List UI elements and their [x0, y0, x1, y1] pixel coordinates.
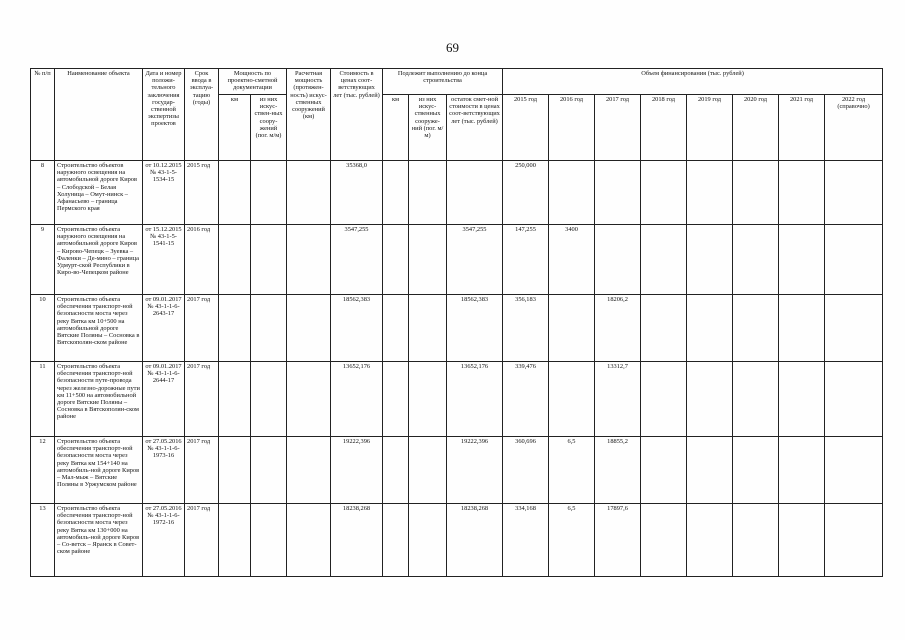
financing-2021: [779, 161, 825, 225]
header-name: Наименование объекта: [55, 69, 143, 161]
row-number: 11: [31, 362, 55, 437]
calc-capacity: [287, 437, 331, 504]
cost-value: 18238,268: [331, 504, 383, 577]
financing-2019: [687, 504, 733, 577]
commission-term: 2017 год: [185, 295, 219, 362]
design-km: [219, 295, 251, 362]
tc-km: [383, 161, 409, 225]
cost-value: 19222,396: [331, 437, 383, 504]
financing-2016: [549, 362, 595, 437]
calc-capacity: [287, 225, 331, 295]
header-design-artificial: из них искус-ствен-ных соору-жений (пог. м/м): [251, 95, 287, 161]
financing-2019: [687, 362, 733, 437]
financing-2016: 3400: [549, 225, 595, 295]
financing-2022: [825, 362, 883, 437]
commission-term: 2015 год: [185, 161, 219, 225]
financing-2015: 334,168: [503, 504, 549, 577]
design-artificial: [251, 362, 287, 437]
header-year-2018: 2018 год: [641, 95, 687, 161]
design-artificial: [251, 504, 287, 577]
financing-2020: [733, 225, 779, 295]
financing-2021: [779, 225, 825, 295]
financing-2018: [641, 161, 687, 225]
financing-2016: [549, 161, 595, 225]
financing-2021: [779, 362, 825, 437]
financing-2017: 13312,7: [595, 362, 641, 437]
tc-artificial: [409, 225, 447, 295]
financing-2017: [595, 161, 641, 225]
object-name: Строительство объекта обеспечения транспорт-ной безопасности путе-провода через железно-дорожные пути км 11+500 на автомобильной дороге Вятские Поляны – Сосновка в Вятскополян-ском районе: [55, 362, 143, 437]
design-artificial: [251, 161, 287, 225]
financing-2015: 356,183: [503, 295, 549, 362]
expertise-conclusion: от 27.05.2016 № 43-1-1-6-1973-16: [143, 437, 185, 504]
tc-artificial: [409, 295, 447, 362]
object-name: Строительство объекта наружного освещения на автомобильной дороге Киров – Кирово-Чепецк – Зуевка – Фаленки – Де-мино – граница Удмурт-ской Республики в Киро-во-Чепецком районе: [55, 225, 143, 295]
commission-term: 2017 год: [185, 437, 219, 504]
table-row: [31, 437, 883, 504]
design-km: [219, 437, 251, 504]
financing-2018: [641, 437, 687, 504]
financing-2019: [687, 295, 733, 362]
header-term: Срок ввода в эксплуа-тацию (годы): [185, 69, 219, 161]
financing-2020: [733, 161, 779, 225]
tc-km: [383, 504, 409, 577]
financing-2015: 360,696: [503, 437, 549, 504]
financing-2017: 18206,2: [595, 295, 641, 362]
expertise-conclusion: от 10.12.2015 № 43-1-5-1534-15: [143, 161, 185, 225]
table-body: [31, 161, 883, 577]
header-design-capacity: Мощность по проектно-сметной документации: [219, 69, 287, 95]
financing-2018: [641, 362, 687, 437]
financing-2016: 6,5: [549, 504, 595, 577]
tc-km: [383, 362, 409, 437]
design-km: [219, 504, 251, 577]
financing-2019: [687, 161, 733, 225]
remaining-cost: 19222,396: [447, 437, 503, 504]
financing-2018: [641, 295, 687, 362]
row-number: 9: [31, 225, 55, 295]
financing-2015: 250,000: [503, 161, 549, 225]
financing-2017: 17897,6: [595, 504, 641, 577]
financing-2016: [549, 295, 595, 362]
expertise-conclusion: от 27.05.2016 № 43-1-1-6-1972-16: [143, 504, 185, 577]
header-expertise: Дата и номер положи-тельного заключения государ-ственной экспертизы проектов: [143, 69, 185, 161]
object-name: Строительство объекта обеспечения транспорт-ной безопасности моста через реку Вятка км 130+000 на автомобиль-ной дороге Киров – Со-ветск – Яранск в Совет-ском районе: [55, 504, 143, 577]
financing-2020: [733, 504, 779, 577]
design-artificial: [251, 295, 287, 362]
cost-value: 18562,383: [331, 295, 383, 362]
header-calc-capacity: Расчетная мощность (протяжен-ность) искус-ственных сооружений (км): [287, 69, 331, 161]
financing-2022: [825, 504, 883, 577]
design-km: [219, 362, 251, 437]
financing-2020: [733, 437, 779, 504]
remaining-cost: [447, 161, 503, 225]
table-row: [31, 161, 883, 225]
header-tc-remaining: остаток смет-ной стоимости в ценах соот-ветствующих лет (тыс. рублей): [447, 95, 503, 161]
design-km: [219, 225, 251, 295]
financing-table: [30, 68, 883, 577]
financing-2015: 147,255: [503, 225, 549, 295]
financing-2017: 18855,2: [595, 437, 641, 504]
financing-2022: [825, 161, 883, 225]
table-row: [31, 295, 883, 362]
financing-2021: [779, 504, 825, 577]
remaining-cost: 18562,383: [447, 295, 503, 362]
commission-term: 2016 год: [185, 225, 219, 295]
header-year-2019: 2019 год: [687, 95, 733, 161]
header-year-2017: 2017 год: [595, 95, 641, 161]
row-number: 10: [31, 295, 55, 362]
tc-artificial: [409, 362, 447, 437]
financing-2019: [687, 225, 733, 295]
cost-value: 35368,0: [331, 161, 383, 225]
object-name: Строительство объекта обеспечения транспорт-ной безопасности моста через реку Вятка км 10+500 на автомобильной дороге Вятские Поляны – Сосновка в Вятскополян-ском районе: [55, 295, 143, 362]
table-row: [31, 225, 883, 295]
financing-2021: [779, 295, 825, 362]
header-year-2016: 2016 год: [549, 95, 595, 161]
header-no: № п/п: [31, 69, 55, 161]
remaining-cost: 3547,255: [447, 225, 503, 295]
header-year-2020: 2020 год: [733, 95, 779, 161]
financing-2022: [825, 225, 883, 295]
calc-capacity: [287, 362, 331, 437]
tc-artificial: [409, 504, 447, 577]
design-artificial: [251, 225, 287, 295]
header-year-2015: 2015 год: [503, 95, 549, 161]
header-financing: Объем финансирования (тыс. рублей): [503, 69, 883, 95]
expertise-conclusion: от 15.12.2015 № 43-1-5-1541-15: [143, 225, 185, 295]
financing-2022: [825, 295, 883, 362]
object-name: Строительство объектов наружного освещения на автомобильной дороге Киров – Слободской – Белая Холуница – Омут-нинск – Афанасьево – граница Пермского края: [55, 161, 143, 225]
table-row: [31, 362, 883, 437]
calc-capacity: [287, 295, 331, 362]
financing-2018: [641, 504, 687, 577]
remaining-cost: 18238,268: [447, 504, 503, 577]
page-number: 69: [446, 40, 459, 55]
financing-2017: [595, 225, 641, 295]
row-number: 12: [31, 437, 55, 504]
row-number: 13: [31, 504, 55, 577]
cost-value: 3547,255: [331, 225, 383, 295]
header-year-2021: 2021 год: [779, 95, 825, 161]
financing-2018: [641, 225, 687, 295]
expertise-conclusion: от 09.01.2017 № 43-1-1-6-2644-17: [143, 362, 185, 437]
row-number: 8: [31, 161, 55, 225]
header-design-km: км: [219, 95, 251, 161]
remaining-cost: 13652,176: [447, 362, 503, 437]
commission-term: 2017 год: [185, 504, 219, 577]
calc-capacity: [287, 504, 331, 577]
table-row: [31, 504, 883, 577]
financing-2022: [825, 437, 883, 504]
financing-2020: [733, 362, 779, 437]
cost-value: 13652,176: [331, 362, 383, 437]
header-to-complete: Подлежит выполнению до конца строительства: [383, 69, 503, 95]
tc-artificial: [409, 437, 447, 504]
tc-km: [383, 437, 409, 504]
tc-km: [383, 295, 409, 362]
financing-2019: [687, 437, 733, 504]
financing-2020: [733, 295, 779, 362]
header-year-2022: 2022 год (справочно): [825, 95, 883, 161]
financing-2015: 339,476: [503, 362, 549, 437]
header-cost: Стоимость в ценах соот-ветствующих лет (тыс. рублей): [331, 69, 383, 161]
header-tc-km: км: [383, 95, 409, 161]
header-tc-artificial: из них искус-ственных сооруже-ний (пог. м/м): [409, 95, 447, 161]
expertise-conclusion: от 09.01.2017 № 43-1-1-6-2643-17: [143, 295, 185, 362]
design-artificial: [251, 437, 287, 504]
financing-2021: [779, 437, 825, 504]
tc-km: [383, 225, 409, 295]
tc-artificial: [409, 161, 447, 225]
design-km: [219, 161, 251, 225]
commission-term: 2017 год: [185, 362, 219, 437]
object-name: Строительство объекта обеспечения транспорт-ной безопасности моста через реку Вятка км 154+140 на автомобиль-ной дороге Киров – Мал-мыж – Вятские Поляны в Уржумском районе: [55, 437, 143, 504]
financing-2016: 6,5: [549, 437, 595, 504]
calc-capacity: [287, 161, 331, 225]
